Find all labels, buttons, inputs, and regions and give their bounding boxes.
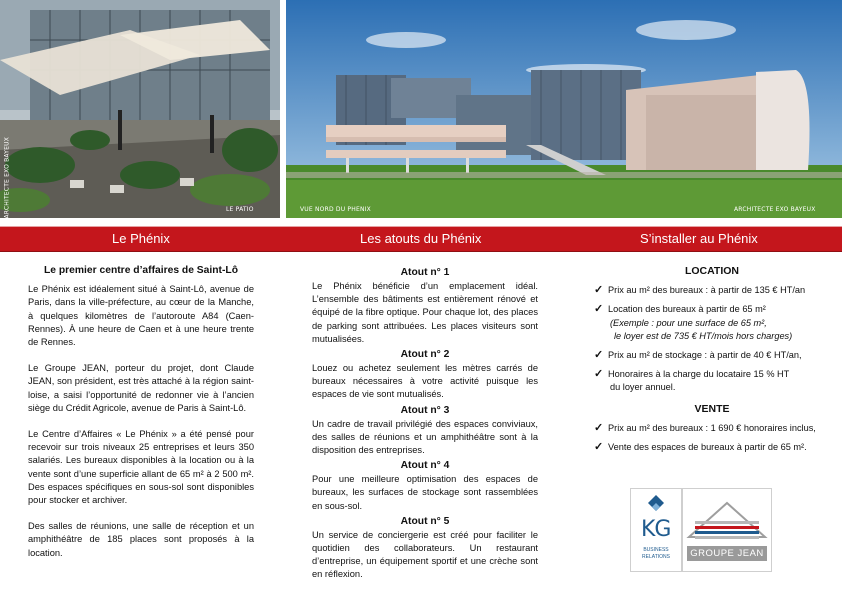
check-icon: ✓ xyxy=(594,303,604,316)
atout-title: Atout n° 5 xyxy=(400,515,450,527)
groupe-jean-text: GROUPE JEAN xyxy=(690,548,764,559)
list-item xyxy=(594,349,830,362)
vente-heading: VENTE xyxy=(694,402,730,415)
atout-title: Atout n° 3 xyxy=(400,404,450,416)
column-installer xyxy=(594,265,830,460)
check-icon: ✓ xyxy=(594,349,604,362)
check-icon: ✓ xyxy=(594,368,604,381)
check-icon: ✓ xyxy=(594,441,604,454)
location-price: Prix au m² des bureaux : à partir de 135 € HT/an xyxy=(608,285,806,296)
kg-sub1: BUSINESS xyxy=(643,547,669,553)
column-heading: Le premier centre d’affaires de Saint-Lô xyxy=(44,265,238,276)
list-item xyxy=(594,422,830,435)
paragraph-groupe-jean: Le Groupe JEAN, porteur du projet, dont Claude JEAN, son président, est très attaché à la région saint-loise, a saisi l’opportunité de redonner vie à l’ancien siège du Crédit Agricole, avenue de Paris à Saint-Lô. xyxy=(28,363,254,413)
paragraph-salles: Des salles de réunions, une salle de réception et un amphithéâtre de 185 places sont proposés à la location. xyxy=(28,521,254,558)
column-phenix xyxy=(28,264,254,573)
north-view-photo xyxy=(286,0,842,218)
kg-business-relations-logo xyxy=(630,488,682,572)
atout-text: Louez ou achetez seulement les mètres carrés de bureaux nécessaires à votre activité puisque les espaces de vie sont mutualisés. xyxy=(312,363,538,400)
list-item xyxy=(594,368,830,394)
architect-caption: ARCHITECTE EXO BAYEUX xyxy=(734,206,816,213)
atout-title: Atout n° 2 xyxy=(400,349,450,361)
section-title-phenix: Le Phénix xyxy=(112,231,170,246)
check-icon: ✓ xyxy=(594,421,604,434)
north-view-caption: VUE NORD DU PHENIX xyxy=(300,206,371,213)
atout-text: Le Phénix bénéficie d’un emplacement idéal. L’ensemble des bâtiments est entièrement rénové et équipé de la fibre optique. Pour chaque lot, des places de parking sont attribuées. Les places visiteurs sont mutualisées. xyxy=(312,281,538,344)
atout-text: Pour une meilleure optimisation des espaces de bureaux, les surfaces de stockage sont rassemblées en sous-sol. xyxy=(312,474,538,511)
column-atouts xyxy=(312,264,538,582)
kg-letters: KG xyxy=(641,517,671,542)
sale-price: Prix au m² des bureaux : 1 690 € honoraires inclus, xyxy=(608,422,816,433)
storage-price: Prix au m² de stockage : à partir de 40 € HT/an, xyxy=(608,350,802,361)
paragraph-location: Le Phénix est idéalement situé à Saint-Lô, avenue de Paris, dans la ville-préfecture, au cœur de la Manche, à quelques kilomètres de l’autoroute A84 (Caen-Rennes). À une heure de Caen et à une heure trente de Rennes. xyxy=(28,284,254,348)
paragraph-centre: Le Centre d’Affaires « Le Phénix » a été pensé pour recevoir sur trois niveaux 25 entreprises et leurs 350 salariés. Les bureaux disponibles à la location ou à la vente sont d’une superficie allant de 65 m² à 2 500 m². Des espaces spécifiques en sous-sol sont disponibles pour stocker et archiver. xyxy=(28,429,254,506)
patio-vertical-caption: ARCHITECTE EXO BAYEUX xyxy=(3,136,11,218)
atout-title: Atout n° 1 xyxy=(400,267,450,278)
location-example: (Exemple : pour une surface de 65 m², xyxy=(610,317,767,328)
location-heading: LOCATION xyxy=(684,265,740,277)
section-header-band xyxy=(0,226,842,252)
check-icon: ✓ xyxy=(594,284,604,297)
fees-continued: du loyer annuel. xyxy=(610,382,676,393)
list-item xyxy=(594,284,830,297)
patio-caption: LE PATIO xyxy=(226,206,254,213)
location-example-rent: le loyer est de 735 € HT/mois hors charges) xyxy=(614,330,793,341)
groupe-jean-logo xyxy=(682,488,772,572)
section-title-atouts: Les atouts du Phénix xyxy=(360,231,482,246)
patio-photo xyxy=(0,0,280,218)
fees: Honoraires à la charge du locataire 15 % HT xyxy=(608,369,790,380)
list-item xyxy=(594,303,830,343)
kg-sub2: RELATIONS xyxy=(642,554,670,560)
atout-title: Atout n° 4 xyxy=(400,460,450,472)
location-min-surface: Location des bureaux à partir de 65 m² xyxy=(608,304,766,315)
sale-min-surface: Vente des espaces de bureaux à partir de 65 m². xyxy=(608,442,807,453)
atout-text: Un cadre de travail privilégié des espaces conviviaux, des salles de réunions et un amphithéâtre sont à la disposition des entreprises. xyxy=(312,418,538,456)
list-item xyxy=(594,441,830,454)
section-title-installer: S’installer au Phénix xyxy=(640,231,758,246)
atout-text: Un service de conciergerie est créé pour faciliter le quotidien des collaborateurs. Un restaurant d’entreprise, un équipement sportif et une crèche sont en réflexion. xyxy=(312,529,538,580)
